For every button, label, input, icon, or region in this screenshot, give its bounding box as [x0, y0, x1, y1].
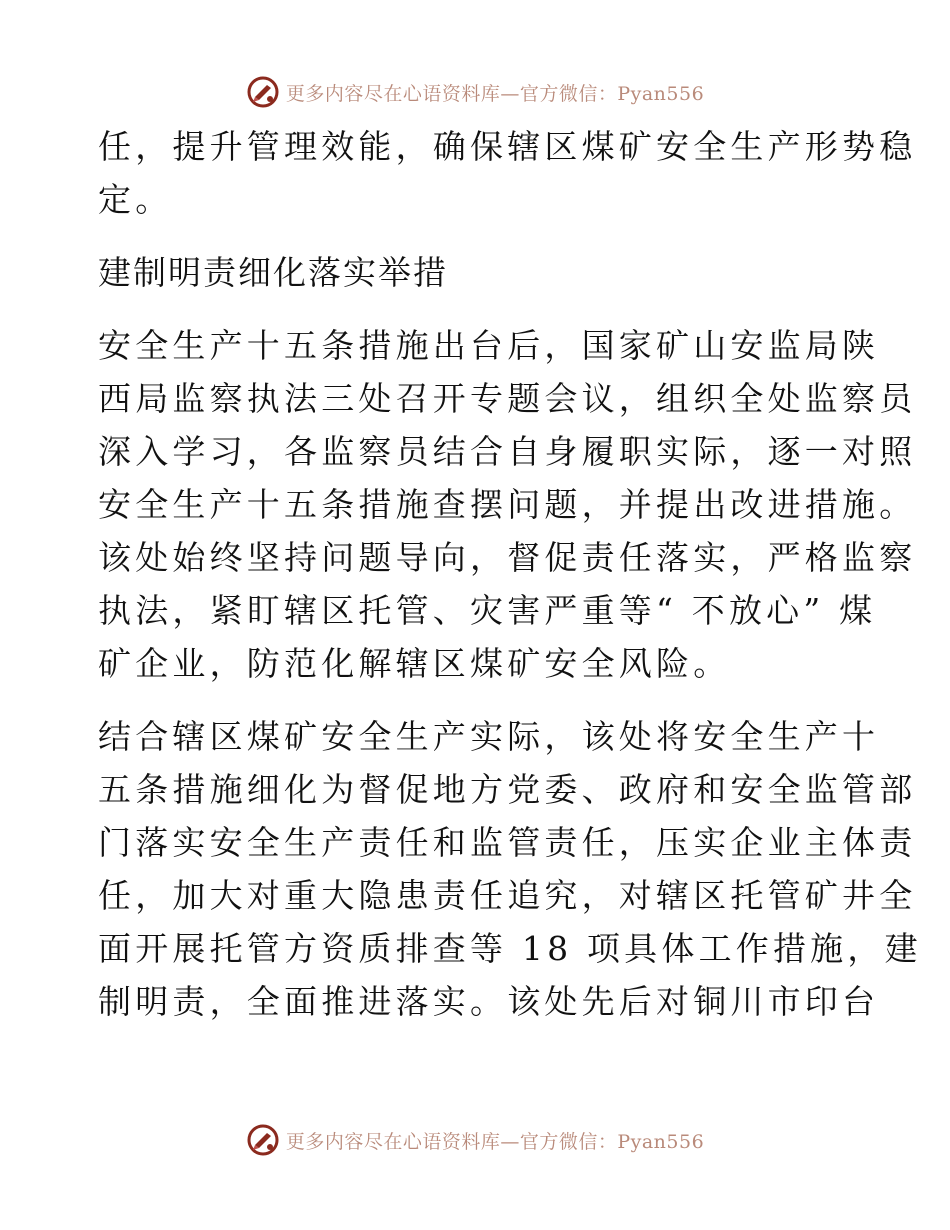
- text-line: 安全生产十五条措施查摆问题，并提出改进措施。: [98, 485, 917, 524]
- text-line: 任，加大对重大隐患责任追究，对辖区托管矿井全: [98, 876, 917, 915]
- text-line: 矿企业，防范化解辖区煤矿安全风险。: [98, 644, 731, 683]
- text-line: 安全生产十五条措施出台后，国家矿山安监局陕: [98, 326, 880, 365]
- document-body: [98, 120, 922, 1028]
- text-line: 制明责，全面推进落实。该处先后对铜川市印台: [98, 982, 880, 1021]
- pen-circle-logo-icon: [246, 1123, 280, 1157]
- text-line: 定。: [98, 180, 173, 219]
- text-line: 结合辖区煤矿安全生产实际，该处将安全生产十: [98, 717, 880, 756]
- paragraph: [98, 710, 922, 1028]
- text-line: 面开展托管方资质排查等 18 项具体工作措施，建: [98, 929, 922, 968]
- paragraph: [98, 319, 917, 690]
- watermark-header: [0, 72, 950, 112]
- text-line: 该处始终坚持问题导向，督促责任落实，严格监察: [98, 538, 917, 577]
- paragraph: [98, 120, 917, 226]
- pen-circle-logo-icon: [246, 75, 280, 109]
- text-line: 任，提升管理效能，确保辖区煤矿安全生产形势稳: [98, 127, 917, 166]
- text-line: 执法，紧盯辖区托管、灾害严重等“ 不放心” 煤: [98, 591, 877, 630]
- watermark-footer: [0, 1120, 950, 1160]
- watermark-text: 更多内容尽在心语资料库—官方微信：Pyan556: [285, 1130, 705, 1153]
- text-line: 西局监察执法三处召开专题会议，组织全处监察员: [98, 379, 917, 418]
- text-line: 深入学习，各监察员结合自身履职实际，逐一对照: [98, 432, 917, 471]
- text-line: 门落实安全生产责任和监管责任，压实企业主体责: [98, 823, 917, 862]
- heading-line: 建制明责细化落实举措: [98, 253, 448, 292]
- section-heading: [98, 246, 858, 299]
- text-line: 五条措施细化为督促地方党委、政府和安全监管部: [98, 770, 917, 809]
- watermark-text: 更多内容尽在心语资料库—官方微信：Pyan556: [285, 82, 705, 105]
